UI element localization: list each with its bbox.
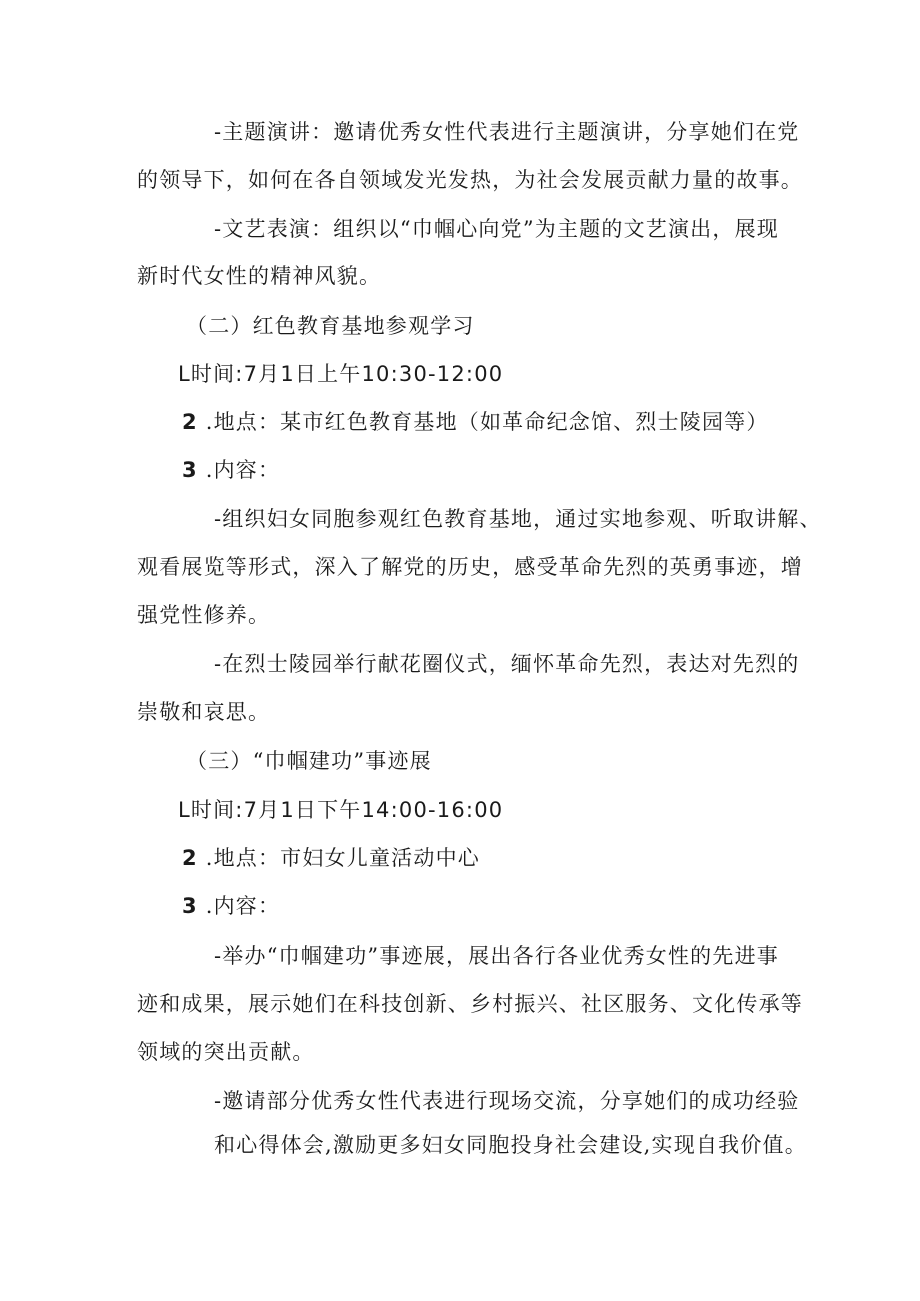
wreath-line-2: 崇敬和哀思。 <box>137 700 271 724</box>
wreath-line-1: -在烈士陵园举行献花圈仪式，缅怀革命先烈，表达对先烈的 <box>214 652 800 676</box>
visit-line-1: -组织妇女同胞参观红色教育基地，通过实地参观、听取讲解、 <box>214 507 822 531</box>
expo-line-2: 迹和成果，展示她们在科技创新、乡村振兴、社区服务、文化传承等 <box>137 992 803 1016</box>
invite-line-1: -邀请部分优秀女性代表进行现场交流，分享她们的成功经验 <box>214 1089 800 1113</box>
speech-line-1: -主题演讲：邀请优秀女性代表进行主题演讲，分享她们在党 <box>214 120 800 144</box>
list-number: 2 <box>182 410 198 434</box>
section-2-content-label <box>182 456 280 484</box>
section-2-time: L时间:7月1日上午10:30-12:00 <box>178 362 504 386</box>
section-2-heading: （二）红色教育基地参观学习 <box>186 314 475 338</box>
expo-line-1: -举办“巾帼建功”事迹展，展出各行各业优秀女性的先进事 <box>214 944 779 968</box>
section-3-content-label <box>182 892 280 920</box>
invite-line-2: 和心得体会,激励更多妇女同胞投身社会建设,实现自我价值。 <box>214 1133 807 1157</box>
place-text: .地点：某市红色教育基地（如革命纪念馆、烈士陵园等） <box>205 410 769 434</box>
list-number: 3 <box>182 894 198 918</box>
list-number: 3 <box>182 458 198 482</box>
arts-line-2: 新时代女性的精神风貌。 <box>137 264 382 288</box>
visit-line-3: 强党性修养。 <box>137 603 271 627</box>
content-label-text: .内容： <box>205 894 281 918</box>
place-text: .地点：市妇女儿童活动中心 <box>205 846 480 870</box>
content-label-text: .内容： <box>205 458 281 482</box>
list-number: 2 <box>182 846 198 870</box>
visit-line-2: 观看展览等形式，深入了解党的历史，感受革命先烈的英勇事迹，增 <box>137 555 803 579</box>
speech-line-2: 的领导下，如何在各自领域发光发热，为社会发展贡献力量的故事。 <box>137 168 803 192</box>
expo-line-3: 领域的突出贡献。 <box>137 1040 315 1064</box>
arts-line-1: -文艺表演：组织以“巾帼心向党”为主题的文艺演出，展现 <box>214 217 779 241</box>
section-3-heading: （三）“巾帼建功”事迹展 <box>186 749 432 773</box>
section-3-time: L时间:7月1日下午14:00-16:00 <box>178 798 504 822</box>
section-3-place <box>182 844 480 872</box>
section-2-place <box>182 408 769 436</box>
